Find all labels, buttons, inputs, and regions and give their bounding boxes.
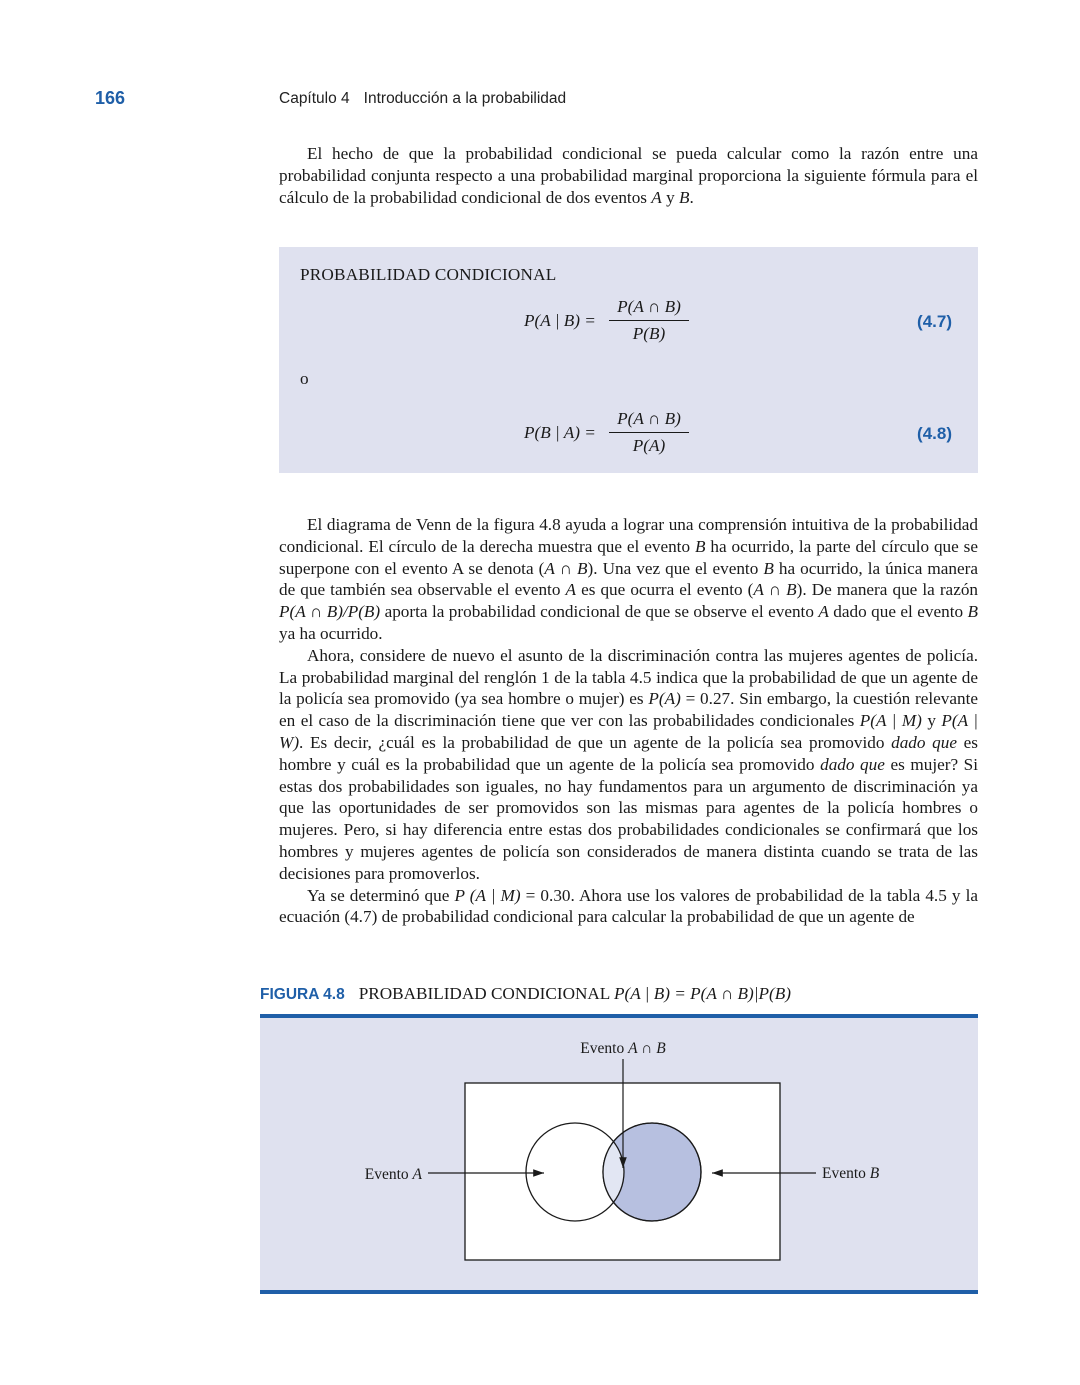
formula-4-8	[524, 409, 824, 459]
page-number: 166	[95, 88, 126, 108]
fraction-numerator: P(A ∩ B)	[609, 409, 689, 433]
equation-number: (4.8)	[917, 424, 952, 443]
body-paragraph-1: El diagrama de Venn de la figura 4.8 ayuda a lograr una comprensión intuitiva de la probabilidad condicional. El círculo de la derecha muestra que el evento B ha ocurrido, la parte del círculo que se superpone con el evento A se denota (A ∩ B). Una vez que el evento B ha ocurrido, la única manera de que también sea observable el evento A es que ocurra el evento (A ∩ B). De manera que la razón P(A ∩ B)/P(B) aporta la probabilidad condicional de que se observe el evento A dado que el evento B ya ha ocurrido.	[279, 515, 979, 643]
page-header	[0, 88, 1080, 116]
label-event-a: Evento A	[364, 1166, 422, 1183]
fraction-numerator: P(A ∩ B)	[609, 297, 689, 321]
chapter-title: Introducción a la probabilidad	[363, 90, 567, 107]
formula-fraction	[609, 409, 689, 456]
or-word: o	[300, 369, 309, 388]
intro-paragraph: El hecho de que la probabilidad condicional se pueda calcular como la razón entre una probabilidad conjunta respecto a una probabilidad marginal proporciona la siguiente fórmula para el cálculo de la probabilidad condicional de dos eventos A y B.	[279, 144, 978, 207]
formula-lhs: P(A | B) =	[524, 311, 596, 330]
fraction-denominator: P(B)	[632, 324, 666, 343]
figure-caption	[260, 984, 791, 1004]
chapter-number: Capítulo 4	[279, 90, 350, 107]
equation-number: (4.7)	[917, 312, 952, 331]
definition-title: PROBABILIDAD CONDICIONAL	[300, 265, 557, 284]
body-paragraph-2: Ahora, considere de nuevo el asunto de la discriminación contra las mujeres agentes de policía. La probabilidad marginal del renglón 1 de la tabla 4.5 indica que la probabilidad de que un agente de la policía sea promovido (ya sea hombre o mujer) es P(A) = 0.27. Sin embargo, la cuestión relevante en el caso de la discriminación tiene que ver con las probabilidades condicionales P(A | M) y P(A | W). Es decir, ¿cuál es la probabilidad de que un agente de la policía sea promovido dado que es hombre y cuál es la probabilidad que un agente de la policía sea promovido dado que es mujer? Si estas dos probabilidades son iguales, no hay fundamentos para un argumento de discriminación ya que las oportunidades de ser promovidos son las mismas para agentes de la policía hombres o mujeres. Pero, si hay diferencia entre estas dos probabilidades condicionales se confirmará que los hombres y mujeres agentes de policía son considerados de manera distinta cuando se trata de las decisiones para promoverlos.	[279, 645, 978, 883]
figure-panel	[260, 1014, 978, 1294]
formula-fraction	[609, 297, 689, 344]
figure-caption-formula: P(A | B) = P(A ∩ B)|P(B)	[613, 984, 791, 1003]
figure-label: FIGURA 4.8	[260, 986, 345, 1003]
intro-text	[279, 143, 978, 208]
definition-box	[279, 247, 978, 473]
label-intersection: Evento A ∩ B	[580, 1040, 666, 1057]
running-head	[279, 90, 566, 108]
fraction-denominator: P(A)	[632, 436, 666, 455]
formula-lhs: P(B | A) =	[524, 423, 596, 442]
body-paragraph-3: Ya se determinó que P (A | M) = 0.30. Ahora use los valores de probabilidad de la tabla 4.5 y la ecuación (4.7) de probabilidad condicional para calcular la probabilidad de que un agente de	[279, 885, 978, 927]
label-event-b: Evento B	[822, 1165, 880, 1182]
figure-caption-text: PROBABILIDAD CONDICIONAL	[358, 984, 614, 1003]
formula-4-7	[524, 297, 824, 347]
body-text	[279, 514, 978, 928]
venn-diagram	[260, 1018, 978, 1290]
